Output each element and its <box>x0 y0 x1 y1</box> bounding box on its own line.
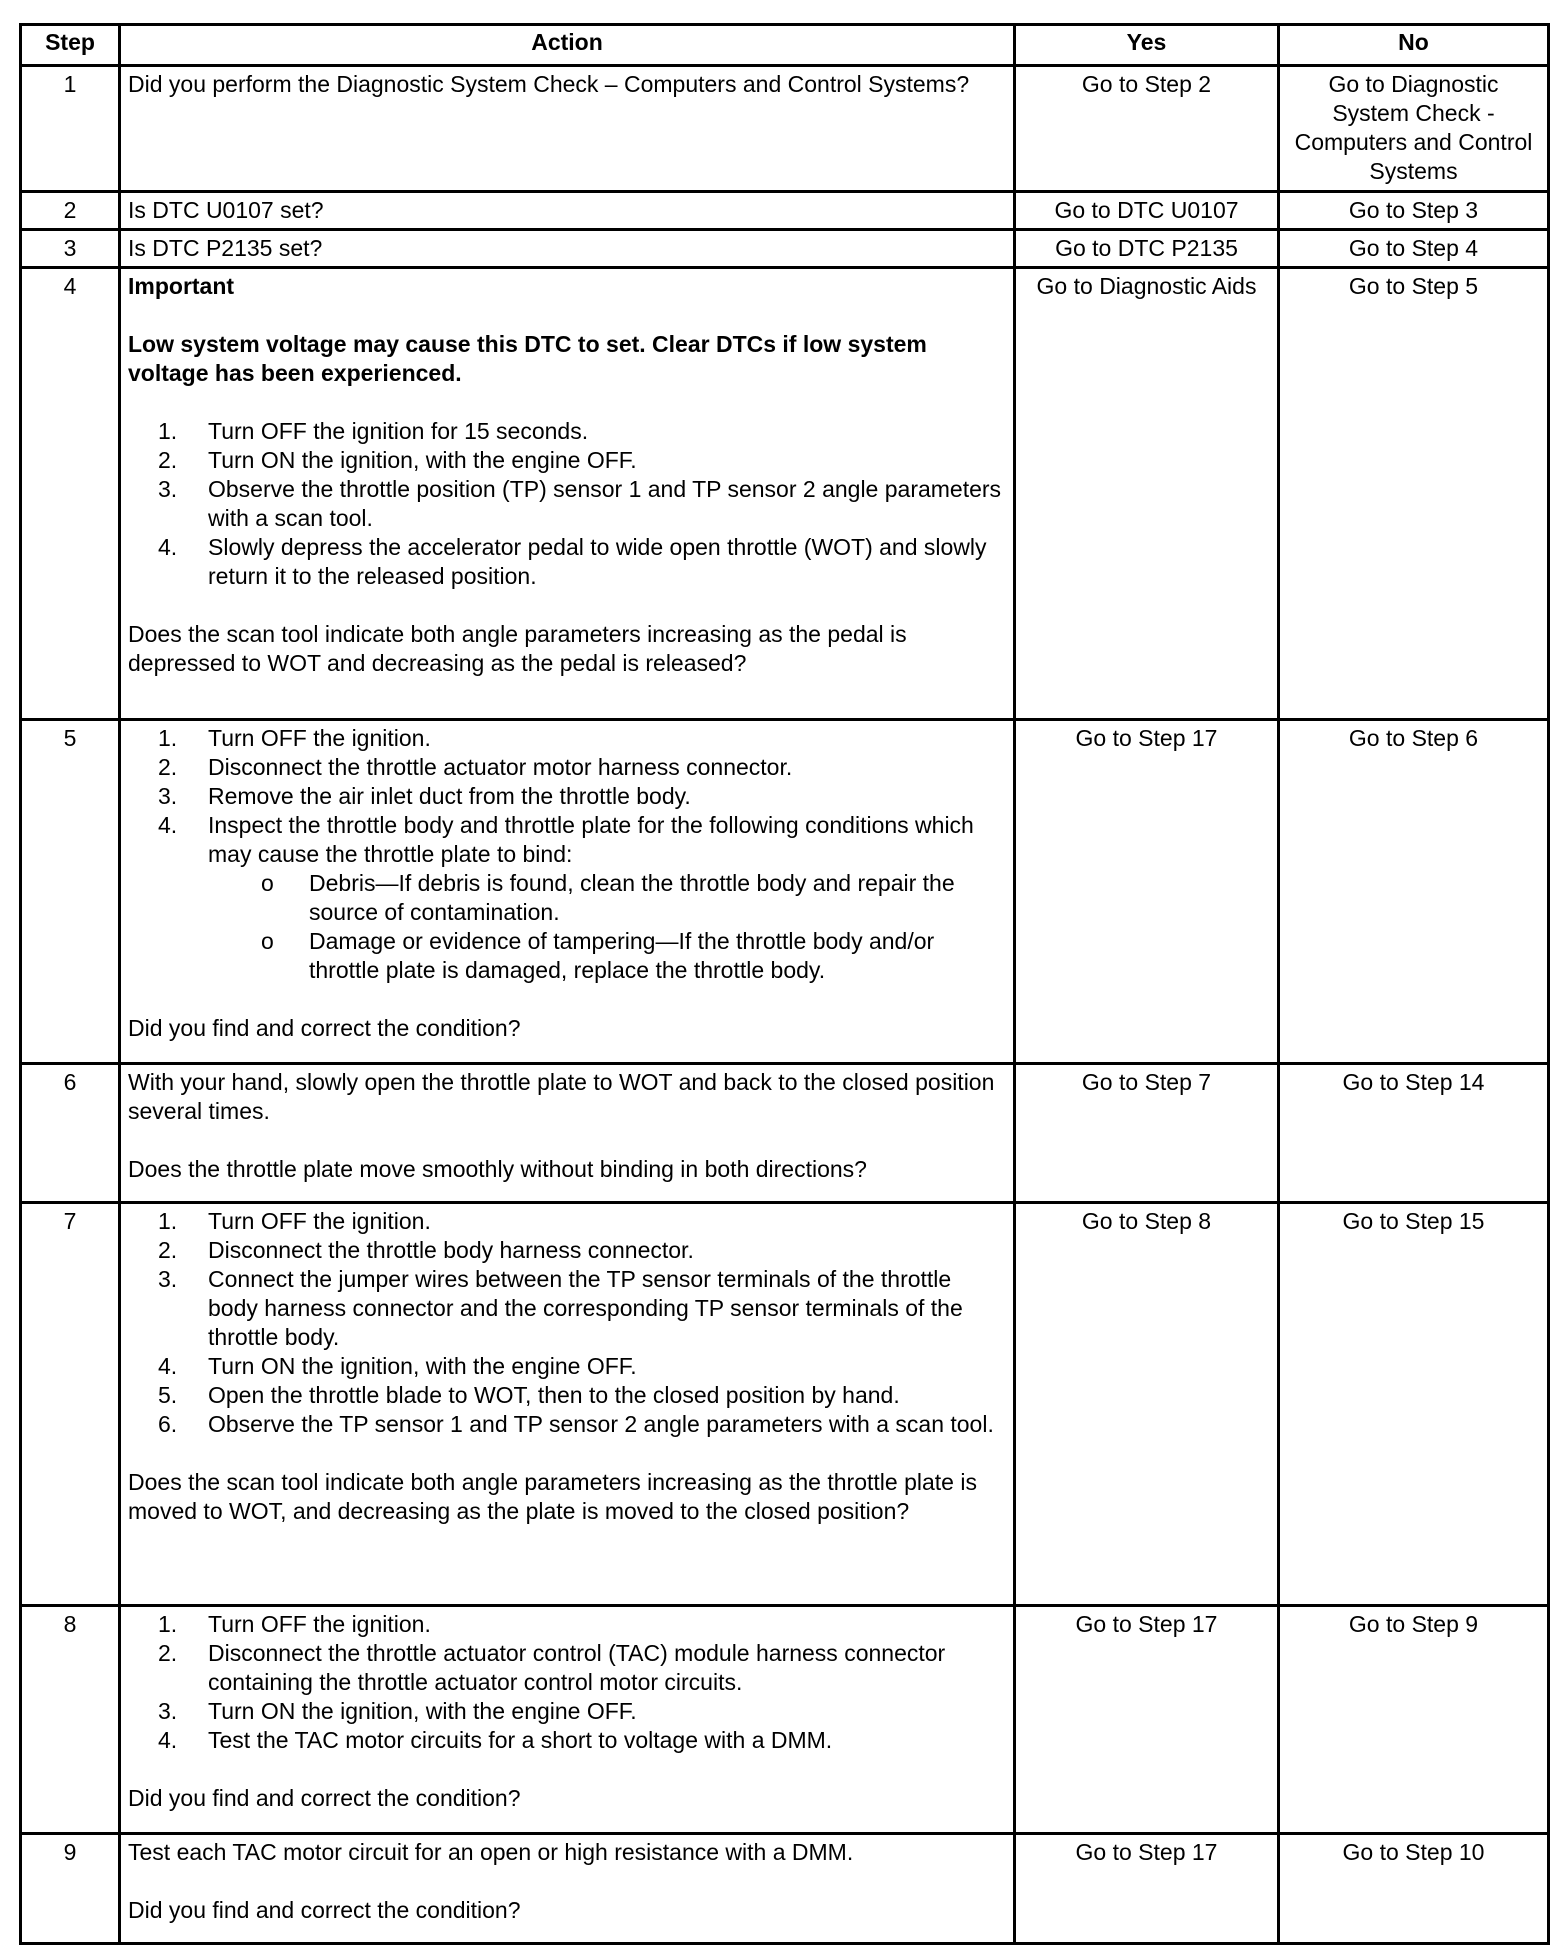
condition-list <box>208 869 1006 985</box>
list-item: 1. Turn OFF the ignition. <box>158 1208 431 1234</box>
procedure-list <box>128 1207 1006 1439</box>
table-row <box>21 268 1549 720</box>
table-row <box>21 230 1549 268</box>
action-cell <box>120 230 1015 268</box>
intro-text: Test each TAC motor circuit for an open or high resistance with a DMM. <box>128 1839 854 1865</box>
no-cell: Go to Step 15 <box>1279 1203 1549 1606</box>
yes-cell: Go to Step 17 <box>1015 1606 1279 1834</box>
yes-cell: Go to Step 17 <box>1015 1834 1279 1944</box>
list-item: 4. Slowly depress the accelerator pedal to wide open throttle (WOT) and slowly return it to the released position. <box>158 534 987 589</box>
yes-cell: Go to Diagnostic Aids <box>1015 268 1279 720</box>
diagnostic-table <box>19 23 1550 1945</box>
table-row <box>21 1203 1549 1606</box>
step-number: 8 <box>21 1606 120 1834</box>
no-cell: Go to Diagnostic System Check - Computers and Control Systems <box>1279 66 1549 192</box>
action-cell <box>120 720 1015 1064</box>
list-item: 5. Open the throttle blade to WOT, then to the closed position by hand. <box>158 1382 900 1408</box>
intro-text: With your hand, slowly open the throttle plate to WOT and back to the closed position several times. <box>128 1069 995 1124</box>
list-item: 6. Observe the TP sensor 1 and TP sensor 2 angle parameters with a scan tool. <box>158 1411 994 1437</box>
question-text: Does the scan tool indicate both angle parameters increasing as the pedal is depressed to WOT and decreasing as the pedal is released? <box>128 621 907 676</box>
yes-cell: Go to Step 17 <box>1015 720 1279 1064</box>
question-text: Is DTC P2135 set? <box>128 235 323 261</box>
list-item: 4. Turn ON the ignition, with the engine OFF. <box>158 1353 637 1379</box>
step-number: 9 <box>21 1834 120 1944</box>
no-cell: Go to Step 14 <box>1279 1064 1549 1203</box>
sub-list-item: o Debris—If debris is found, clean the throttle body and repair the source of contamination. <box>261 870 955 925</box>
list-item: 3. Turn ON the ignition, with the engine OFF. <box>158 1698 637 1724</box>
list-item: 2. Disconnect the throttle actuator control (TAC) module harness connector containing the throttle actuator control motor circuits. <box>158 1640 946 1695</box>
step-number: 5 <box>21 720 120 1064</box>
procedure-list <box>128 1610 1006 1755</box>
list-item: 3. Remove the air inlet duct from the throttle body. <box>158 783 691 809</box>
action-cell <box>120 1606 1015 1834</box>
no-cell: Go to Step 5 <box>1279 268 1549 720</box>
yes-cell: Go to Step 2 <box>1015 66 1279 192</box>
header-yes: Yes <box>1015 25 1279 66</box>
list-item: 3. Observe the throttle position (TP) sensor 1 and TP sensor 2 angle parameters with a scan tool. <box>158 476 1002 531</box>
no-cell: Go to Step 6 <box>1279 720 1549 1064</box>
action-cell <box>120 1064 1015 1203</box>
action-cell <box>120 268 1015 720</box>
table-row <box>21 1606 1549 1834</box>
table-row <box>21 192 1549 230</box>
step-number: 1 <box>21 66 120 192</box>
list-item: 1. Turn OFF the ignition for 15 seconds. <box>158 418 589 444</box>
step-number: 3 <box>21 230 120 268</box>
step-number: 2 <box>21 192 120 230</box>
no-cell: Go to Step 3 <box>1279 192 1549 230</box>
question-text: Is DTC U0107 set? <box>128 197 324 223</box>
list-item: 2. Disconnect the throttle body harness connector. <box>158 1237 694 1263</box>
header-step: Step <box>21 25 120 66</box>
question-text: Did you find and correct the condition? <box>128 1015 521 1041</box>
question-text: Did you find and correct the condition? <box>128 1785 521 1811</box>
list-item: 4. Test the TAC motor circuits for a short to voltage with a DMM. <box>158 1727 833 1753</box>
action-cell <box>120 192 1015 230</box>
table-row <box>21 1834 1549 1944</box>
list-item: 2. Disconnect the throttle actuator motor harness connector. <box>158 754 793 780</box>
yes-cell: Go to Step 8 <box>1015 1203 1279 1606</box>
important-label: Important <box>128 273 235 299</box>
yes-cell: Go to DTC P2135 <box>1015 230 1279 268</box>
list-item: 3. Connect the jumper wires between the TP sensor terminals of the throttle body harness connector and the corresponding TP sensor terminals of the throttle body. <box>158 1266 963 1350</box>
question-text: Did you perform the Diagnostic System Check – Computers and Control Systems? <box>128 71 970 97</box>
table-row <box>21 720 1549 1064</box>
list-item: 2. Turn ON the ignition, with the engine OFF. <box>158 447 637 473</box>
question-text: Does the scan tool indicate both angle parameters increasing as the throttle plate is moved to WOT, and decreasing as the plate is moved to the closed position? <box>128 1469 977 1524</box>
list-item: 1. Turn OFF the ignition. <box>158 725 431 751</box>
step-number: 4 <box>21 268 120 720</box>
no-cell: Go to Step 9 <box>1279 1606 1549 1834</box>
no-cell: Go to Step 10 <box>1279 1834 1549 1944</box>
yes-cell: Go to Step 7 <box>1015 1064 1279 1203</box>
procedure-list <box>128 724 1006 985</box>
action-cell <box>120 1203 1015 1606</box>
header-no: No <box>1279 25 1549 66</box>
yes-cell: Go to DTC U0107 <box>1015 192 1279 230</box>
step-number: 7 <box>21 1203 120 1606</box>
question-text: Does the throttle plate move smoothly without binding in both directions? <box>128 1156 867 1182</box>
important-text: Low system voltage may cause this DTC to set. Clear DTCs if low system voltage has been experienced. <box>128 331 927 386</box>
header-row <box>21 25 1549 66</box>
header-action: Action <box>120 25 1015 66</box>
table-row <box>21 66 1549 192</box>
action-cell <box>120 1834 1015 1944</box>
list-item: 4. Inspect the throttle body and throttle plate for the following conditions which may cause the throttle plate to bind: o Debris—If debris is found, clean the throttle body and repair the source of contamination. o Damage or evidence of tampering—If the throttle body and/or throttle plate is damaged, replace the throttle body. <box>208 811 1006 985</box>
step-number: 6 <box>21 1064 120 1203</box>
list-item: 1. Turn OFF the ignition. <box>158 1611 431 1637</box>
question-text: Did you find and correct the condition? <box>128 1897 521 1923</box>
no-cell: Go to Step 4 <box>1279 230 1549 268</box>
table-row <box>21 1064 1549 1203</box>
procedure-list <box>128 417 1006 591</box>
action-cell <box>120 66 1015 192</box>
sub-list-item: o Damage or evidence of tampering—If the throttle body and/or throttle plate is damaged, replace the throttle body. <box>261 928 935 983</box>
